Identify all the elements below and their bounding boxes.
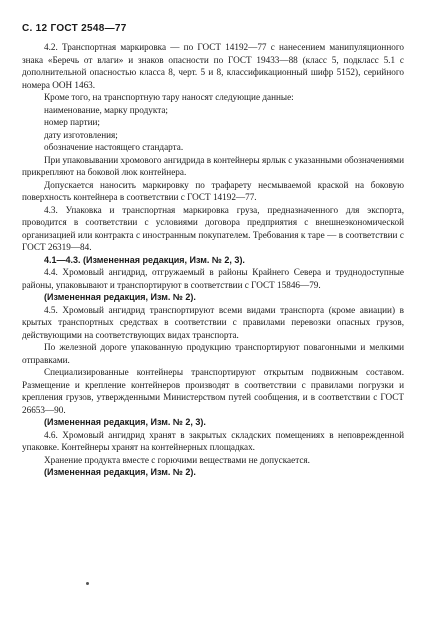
amendment-note-2: (Измененная редакция, Изм. № 2).	[44, 292, 196, 302]
amendment-note-3: (Измененная редакция, Изм. № 2, 3).	[44, 417, 206, 427]
page-header: С. 12 ГОСТ 2548—77	[22, 23, 127, 34]
list-line-date: дату изготовления;	[44, 129, 118, 140]
paragraph-railway: По железной дороге упакованную продукцию транспортируют повагонными и мелкими отправками.	[22, 342, 404, 365]
paragraph-container-label: При упаковывании хромового ангидрида в контейнеры ярлык с указанными обозначениями прикрепляют на боковой люк контейнера.	[22, 154, 404, 177]
paragraph-4-3: 4.3. Упаковка и транспортная маркировка груза, предназначенного для экспорта, проводится в соответствии с условиями договора предприятия с внешнеэкономической организацией или контракта с иностранным покупателем. Требования к таре — в соответствии с ГОСТ 26319—84.	[22, 204, 404, 252]
paragraph-transport-data: Кроме того, на транспортную тару наносят следующие данные:	[44, 92, 294, 102]
list-line-batch: номер партии;	[44, 117, 100, 127]
document-body	[22, 41, 404, 479]
paragraph-4-4: 4.4. Хромовый ангидрид, отгружаемый в районы Крайнего Севера и труднодоступные районы, упаковывают и транспортируют в соответствии с ГОСТ 15846—79.	[22, 267, 404, 290]
paragraph-4-2: 4.2. Транспортная маркировка — по ГОСТ 14192—77 с нанесением манипуляционного знака «Беречь от влаги» и знаков опасности по ГОСТ 19433—88 (класс 5, подкласс 5.1 с дополнительной опасностью класса 8, черт. 5 и 8, классификационный шифр 5152), серийного номера ООН 1463.	[22, 42, 404, 90]
list-line-standard: обозначение настоящего стандарта.	[44, 142, 184, 152]
paragraph-containers: Специализированные контейнеры транспортируют открытым подвижным составом. Размещение и крепление контейнеров производят в соответствии с правилами погрузки и крепления грузов, утвержденными Министерством путей сообщения, и в соответствии с ГОСТ 26653—90.	[22, 367, 404, 415]
amendment-note-1: 4.1—4.3. (Измененная редакция, Изм. № 2, 3).	[44, 254, 245, 265]
scan-speck	[86, 582, 89, 585]
amendment-note-4: (Измененная редакция, Изм. № 2).	[44, 467, 196, 477]
list-line-name: наименование, марку продукта;	[44, 104, 168, 115]
paragraph-stencil: Допускается наносить маркировку по трафарету несмываемой краской на боковую поверхность контейнера в соответствии с ГОСТ 14192—77.	[22, 179, 404, 202]
paragraph-4-5: 4.5. Хромовый ангидрид транспортируют всеми видами транспорта (кроме авиации) в крытых транспортных средствах в соответствии с правилами перевозки опасных грузов, действующими на соответствующих видах транспорта.	[22, 304, 404, 340]
paragraph-4-6: 4.6. Хромовый ангидрид хранят в закрытых складских помещениях в неповрежденной упаковке. Контейнеры хранят на контейнерных площадках.	[22, 429, 404, 452]
paragraph-storage: Хранение продукта вместе с горючими веществами не допускается.	[44, 454, 310, 465]
